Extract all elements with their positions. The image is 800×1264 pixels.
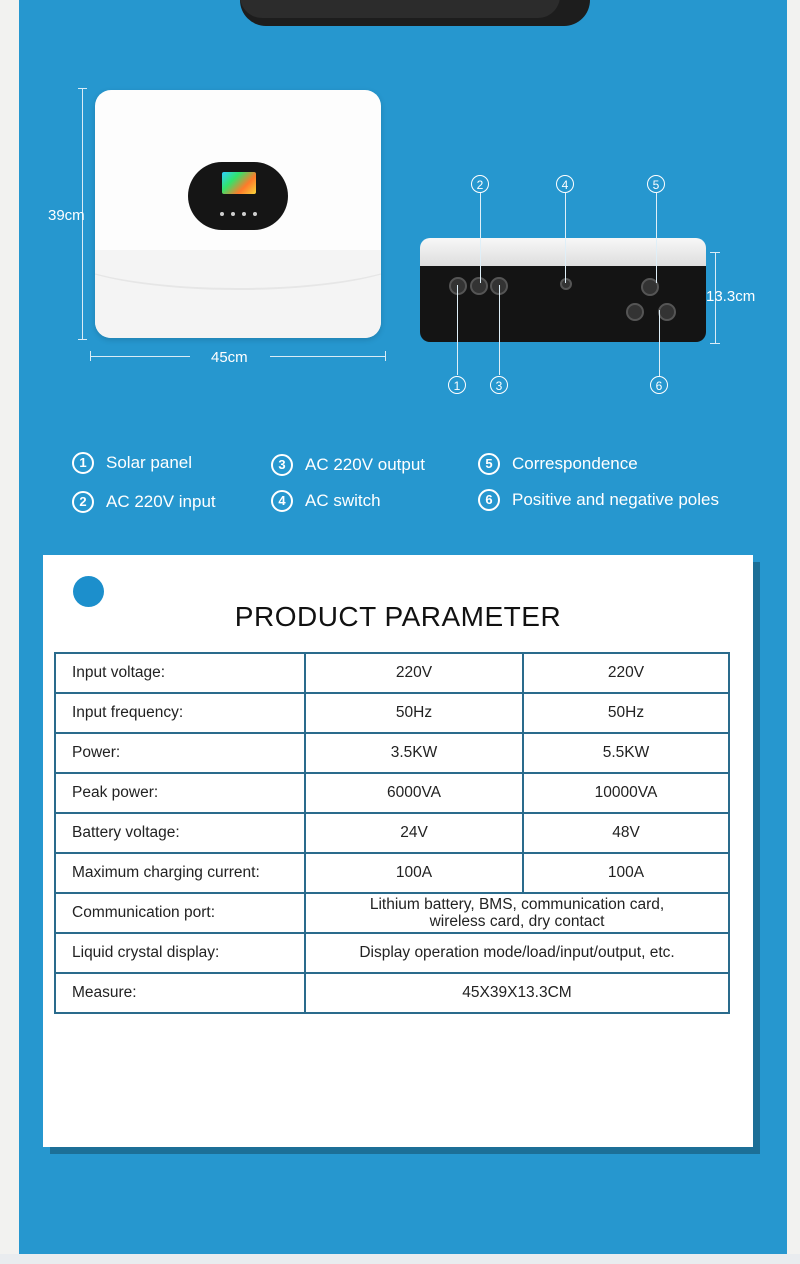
card-title: PRODUCT PARAMETER <box>234 601 562 632</box>
param-label: Maximum charging current: <box>55 853 305 893</box>
width-dimension-cap-right <box>385 351 386 361</box>
table-row <box>55 653 729 693</box>
legend-number: 4 <box>271 490 293 512</box>
param-value-1: 50Hz <box>305 693 523 733</box>
callout-line-6 <box>659 310 660 376</box>
legend-item <box>478 489 719 511</box>
param-label: Liquid crystal display: <box>55 933 305 973</box>
port-ac-switch <box>560 278 572 290</box>
panel-button-dot <box>253 212 257 216</box>
callout-1: 1 <box>448 376 466 394</box>
table-row <box>55 733 729 773</box>
legend-item <box>271 454 425 476</box>
panel-button-dot <box>231 212 235 216</box>
param-label: Power: <box>55 733 305 773</box>
callout-2: 2 <box>471 175 489 193</box>
port-positive-pole <box>626 303 644 321</box>
depth-label: 13.3cm <box>706 288 756 305</box>
width-dimension-line-left <box>90 356 190 357</box>
param-value-2: 100A <box>523 853 729 893</box>
callout-line-4 <box>565 193 566 283</box>
port-negative-pole <box>658 303 676 321</box>
param-value-1: 6000VA <box>305 773 523 813</box>
param-label: Measure: <box>55 973 305 1013</box>
param-label: Input voltage: <box>55 653 305 693</box>
legend-label: Solar panel <box>106 453 193 472</box>
legend-number: 3 <box>271 454 293 476</box>
param-value-2: 10000VA <box>523 773 729 813</box>
legend-number: 6 <box>478 489 500 511</box>
param-value-2: 48V <box>523 813 729 853</box>
param-value-merged: 45X39X13.3CM <box>305 973 729 1013</box>
param-label: Communication port: <box>55 893 305 933</box>
table-row <box>55 853 729 893</box>
width-dimension-cap-left <box>90 351 91 361</box>
param-value-2: 50Hz <box>523 693 729 733</box>
param-value-merged <box>305 893 729 933</box>
callout-4: 4 <box>556 175 574 193</box>
table-row <box>55 973 729 1013</box>
callout-line-3 <box>499 285 500 375</box>
legend-label: AC 220V output <box>305 455 426 474</box>
table-row <box>55 813 729 853</box>
table-row <box>55 893 729 933</box>
bottom-strip <box>0 1254 800 1264</box>
param-value-2: 5.5KW <box>523 733 729 773</box>
parameter-table <box>54 652 730 1014</box>
legend-label: Positive and negative poles <box>512 490 719 509</box>
callout-3: 3 <box>490 376 508 394</box>
callout-line-1 <box>457 285 458 375</box>
panel-button-dot <box>242 212 246 216</box>
legend-label: Correspondence <box>512 454 638 473</box>
height-label: 39cm <box>48 207 85 224</box>
side-top-cover <box>420 238 706 268</box>
inverter-front-view <box>95 90 381 338</box>
legend-number: 2 <box>72 491 94 513</box>
param-value-1: 220V <box>305 653 523 693</box>
param-value-2: 220V <box>523 653 729 693</box>
width-dimension-line-right <box>270 356 386 357</box>
panel-button-dot <box>220 212 224 216</box>
height-dimension-cap-top <box>78 88 87 89</box>
callout-line-5 <box>656 193 657 283</box>
param-value-1: 3.5KW <box>305 733 523 773</box>
lcd-screen <box>222 172 256 194</box>
table-row <box>55 933 729 973</box>
param-label: Peak power: <box>55 773 305 813</box>
param-label: Battery voltage: <box>55 813 305 853</box>
param-value-line: Lithium battery, BMS, communication card, <box>369 896 665 913</box>
depth-dimension-cap-top <box>710 252 720 253</box>
legend-item <box>478 453 638 475</box>
device-top-edge <box>240 0 560 18</box>
legend-number: 5 <box>478 453 500 475</box>
table-row <box>55 773 729 813</box>
legend-label: AC 220V input <box>106 492 216 511</box>
port-ac-input <box>470 277 488 295</box>
control-panel <box>188 162 288 230</box>
port-solar-panel <box>449 277 467 295</box>
param-value-1: 100A <box>305 853 523 893</box>
callout-6: 6 <box>650 376 668 394</box>
param-value-merged: Display operation mode/load/input/output, etc. <box>305 933 729 973</box>
legend-item <box>72 452 192 474</box>
legend-item <box>271 490 381 512</box>
param-value-line: wireless card, dry contact <box>429 913 605 930</box>
legend-item <box>72 491 216 513</box>
legend-number: 1 <box>72 452 94 474</box>
param-value-1: 24V <box>305 813 523 853</box>
depth-dimension-cap-bottom <box>710 343 720 344</box>
width-label: 45cm <box>211 349 248 366</box>
callout-5: 5 <box>647 175 665 193</box>
callout-line-2 <box>480 193 481 283</box>
legend-label: AC switch <box>305 491 381 510</box>
table-row <box>55 693 729 733</box>
param-label: Input frequency: <box>55 693 305 733</box>
height-dimension-cap-bottom <box>78 339 87 340</box>
